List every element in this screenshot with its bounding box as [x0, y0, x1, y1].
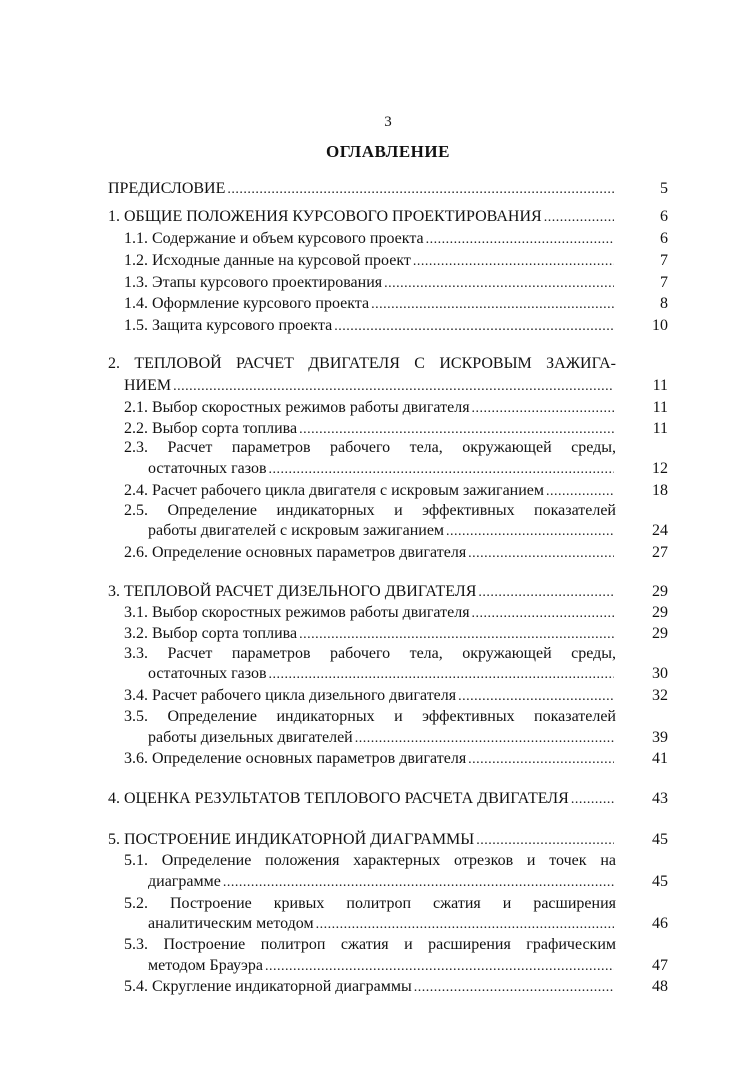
toc-entry-3-5-line1: 3.5. Определение индикаторных и эффективных показателей — [124, 708, 616, 725]
toc-page-number: 7 — [660, 274, 668, 291]
page-title: ОГЛАВЛЕНИЕ — [326, 142, 450, 161]
toc-entry-2-4: 2.4. Расчет рабочего цикла двигателя с искровым зажиганием ..... — [124, 480, 616, 502]
toc-page-number: 27 — [652, 544, 668, 561]
toc-page-number: 45 — [652, 873, 668, 890]
toc-page-number: 5 — [660, 180, 668, 197]
toc-entry-1-1: 1.1. Содержание и объем курсового проекта ..... — [124, 228, 616, 250]
toc-entry-5-2-line2: аналитическим методом ..... — [148, 913, 616, 935]
toc-page-number: 24 — [652, 522, 668, 539]
toc-page-number: 48 — [652, 978, 668, 995]
toc-page-number: 7 — [660, 252, 668, 269]
toc-entry-5-3-line1: 5.3. Построение политроп сжатия и расширения графическим — [124, 936, 616, 953]
toc-entry-chapter-5: 5. ПОСТРОЕНИЕ ИНДИКАТОРНОЙ ДИАГРАММЫ ..... — [108, 829, 616, 851]
toc-page-number: 11 — [652, 399, 668, 416]
toc-page-number: 29 — [652, 604, 668, 621]
toc-page-number: 10 — [652, 317, 668, 334]
toc-entry-chapter-4: 4. ОЦЕНКА РЕЗУЛЬТАТОВ ТЕПЛОВОГО РАСЧЕТА ДВИГАТЕЛЯ ..... — [108, 788, 616, 810]
toc-page-number: 43 — [652, 790, 668, 807]
toc-entry-2-3-line2: остаточных газов ..... — [148, 458, 616, 480]
toc-entry-3-1: 3.1. Выбор скоростных режимов работы двигателя ..... — [124, 602, 616, 624]
toc-entry-5-1-line1: 5.1. Определение положения характерных отрезков и точек на — [124, 852, 616, 869]
toc-entry-3-2: 3.2. Выбор сорта топлива ..... — [124, 623, 616, 645]
toc-page-number: 41 — [652, 750, 668, 767]
toc-entry-5-3-line2: методом Брауэра ..... — [148, 955, 616, 977]
toc-page-number: 6 — [660, 208, 668, 225]
toc-entry-3-3-line2: остаточных газов ..... — [148, 663, 616, 685]
toc-page-number: 18 — [652, 482, 668, 499]
toc-entry-chapter-1: 1. ОБЩИЕ ПОЛОЖЕНИЯ КУРСОВОГО ПРОЕКТИРОВАНИЯ ..... — [108, 206, 616, 228]
toc-page-number: 32 — [652, 687, 668, 704]
toc-entry-2-2: 2.2. Выбор сорта топлива ..... — [124, 418, 616, 440]
toc-page-number: 39 — [652, 729, 668, 746]
toc-entry-1-3: 1.3. Этапы курсового проектирования ..... — [124, 272, 616, 294]
toc-entry-5-4: 5.4. Скругление индикаторной диаграммы ..... — [124, 976, 616, 998]
toc-entry-2-3-line1: 2.3. Расчет параметров рабочего тела, окружающей среды, — [124, 439, 616, 456]
toc-page-number: 29 — [652, 625, 668, 642]
toc-entry-2-6: 2.6. Определение основных параметров двигателя ..... — [124, 542, 616, 564]
toc-page-number: 8 — [660, 295, 668, 312]
toc-entry-2-5-line2: работы двигателей с искровым зажиганием ..... — [148, 520, 616, 542]
toc-page-number: 6 — [660, 230, 668, 247]
toc-entry-chapter-2-line1: 2. ТЕПЛОВОЙ РАСЧЕТ ДВИГАТЕЛЯ С ИСКРОВЫМ ЗАЖИГА- — [108, 355, 616, 372]
toc-entry-1-4: 1.4. Оформление курсового проекта ..... — [124, 293, 616, 315]
toc-entry-3-5-line2: работы дизельных двигателей ..... — [148, 727, 616, 749]
toc-page-number: 11 — [652, 377, 668, 394]
toc-page-number: 45 — [652, 831, 668, 848]
toc-page-number: 30 — [652, 665, 668, 682]
toc-page-number: 47 — [652, 957, 668, 974]
toc-entry-chapter-3: 3. ТЕПЛОВОЙ РАСЧЕТ ДИЗЕЛЬНОГО ДВИГАТЕЛЯ ..... — [108, 581, 616, 603]
toc-entry-2-1: 2.1. Выбор скоростных режимов работы двигателя ..... — [124, 397, 616, 419]
toc-page-number: 46 — [652, 915, 668, 932]
toc-entry-chapter-2-line2: НИЕМ ..... — [124, 375, 616, 397]
toc-entry-2-5-line1: 2.5. Определение индикаторных и эффективных показателей — [124, 502, 616, 519]
toc-page-number: 11 — [652, 420, 668, 437]
toc-entry-3-4: 3.4. Расчет рабочего цикла дизельного двигателя ..... — [124, 685, 616, 707]
toc-entry-1-2: 1.2. Исходные данные на курсовой проект ..... — [124, 250, 616, 272]
toc-page-number: 12 — [652, 460, 668, 477]
toc-entry-3-6: 3.6. Определение основных параметров двигателя ..... — [124, 748, 616, 770]
toc-entry-preface: ПРЕДИСЛОВИЕ ..... — [108, 178, 616, 200]
toc-entry-3-3-line1: 3.3. Расчет параметров рабочего тела, окружающей среды, — [124, 645, 616, 662]
toc-entry-5-2-line1: 5.2. Построение кривых политроп сжатия и расширения — [124, 895, 616, 912]
toc-entry-1-5: 1.5. Защита курсового проекта ..... — [124, 315, 616, 337]
toc-entry-5-1-line2: диаграмме ..... — [148, 871, 616, 893]
toc-page-number: 29 — [652, 583, 668, 600]
page-number: 3 — [384, 114, 392, 130]
